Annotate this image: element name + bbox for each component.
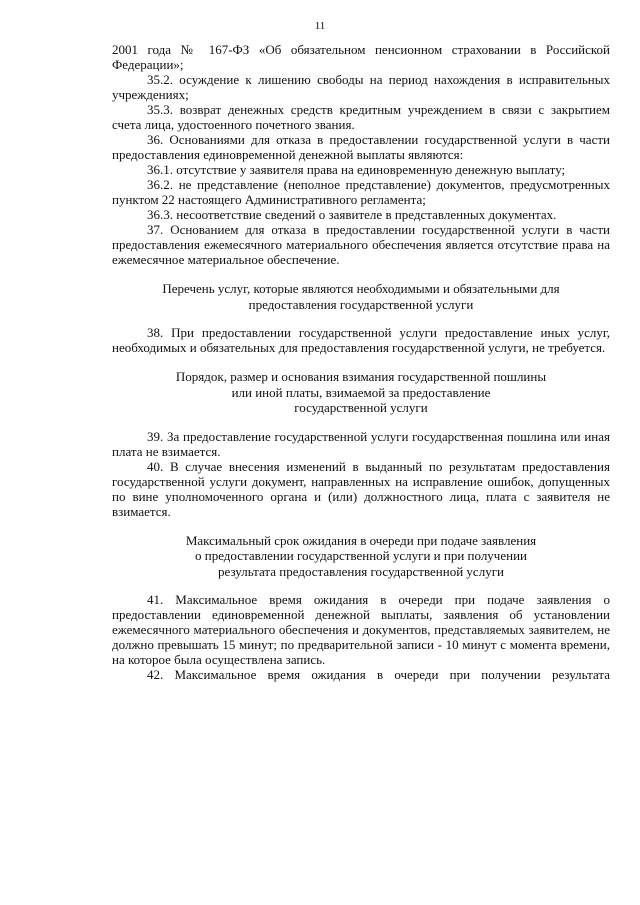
- section-heading-line: государственной услуги: [294, 400, 428, 415]
- document-body: [112, 42, 610, 682]
- section-heading-line: Порядок, размер и основания взимания государственной пошлины: [175, 369, 547, 384]
- paragraph: 36.3. несоответствие сведений о заявителе в представленных документах.: [147, 207, 557, 222]
- section-heading-line: результата предоставления государственной услуги: [218, 563, 504, 579]
- paragraph: 42. Максимальное время ожидания в очереди при получении результата: [147, 667, 610, 682]
- paragraph: 35.2. осуждение к лишению свободы на период нахождения в исправительных учреждениях;: [112, 72, 610, 102]
- paragraph: 2001 года № 167-ФЗ «Об обязательном пенсионном страховании в Российской Федерации»;: [112, 42, 610, 72]
- section-heading-line: предоставления государственной услуги: [248, 296, 474, 312]
- section-heading-line: о предоставлении государственной услуги и при получении: [195, 548, 527, 563]
- paragraph: 36.2. не представление (неполное представление) документов, предусмотренных пунктом 22 настоящего Административного регламента;: [112, 177, 610, 207]
- page-number: 11: [314, 20, 326, 32]
- paragraph: 35.3. возврат денежных средств кредитным учреждением в связи с закрытием счета лица, удостоенного почетного звания.: [112, 102, 610, 132]
- section-heading-line: Перечень услуг, которые являются необходимыми и обязательными для: [162, 281, 560, 296]
- paragraph: 40. В случае внесения изменений в выданный по результатам предоставления государственной услуги документ, направленных на исправление ошибок, допущенных по вине уполномоченного органа и (или) должностного лица, плата с заявителя не взимается.: [112, 458, 610, 519]
- section-heading-line: или иной платы, взимаемой за предоставление: [231, 384, 491, 400]
- paragraph: 38. При предоставлении государственной услуги предоставление иных услуг, необходимых и обязательных для предоставления государственной услуги, не требуется.: [112, 325, 610, 355]
- paragraph: 36.1. отсутствие у заявителя права на единовременную денежную выплату;: [147, 162, 566, 177]
- section-heading-line: Максимальный срок ожидания в очереди при подаче заявления: [185, 532, 537, 548]
- paragraph: 41. Максимальное время ожидания в очереди при подаче заявления о предоставлении единовременной денежной выплаты, заявления об установлении ежемесячного материального обеспечения и документов, представляемых заявителем, не должно превышать 15 минут; по предварительной записи - 10 минут с момента времени, на которое была осуществлена запись.: [112, 592, 610, 667]
- paragraph: 39. За предоставление государственной услуги государственная пошлина или иная плата не взимается.: [112, 428, 610, 459]
- paragraph: 37. Основанием для отказа в предоставлении государственной услуги в части предоставления ежемесячного материального обеспечения является отсутствие права на ежемесячное материальное обеспечение.: [112, 222, 610, 267]
- paragraph: 36. Основаниями для отказа в предоставлении государственной услуги в части предоставления единовременной денежной выплаты являются:: [112, 132, 610, 162]
